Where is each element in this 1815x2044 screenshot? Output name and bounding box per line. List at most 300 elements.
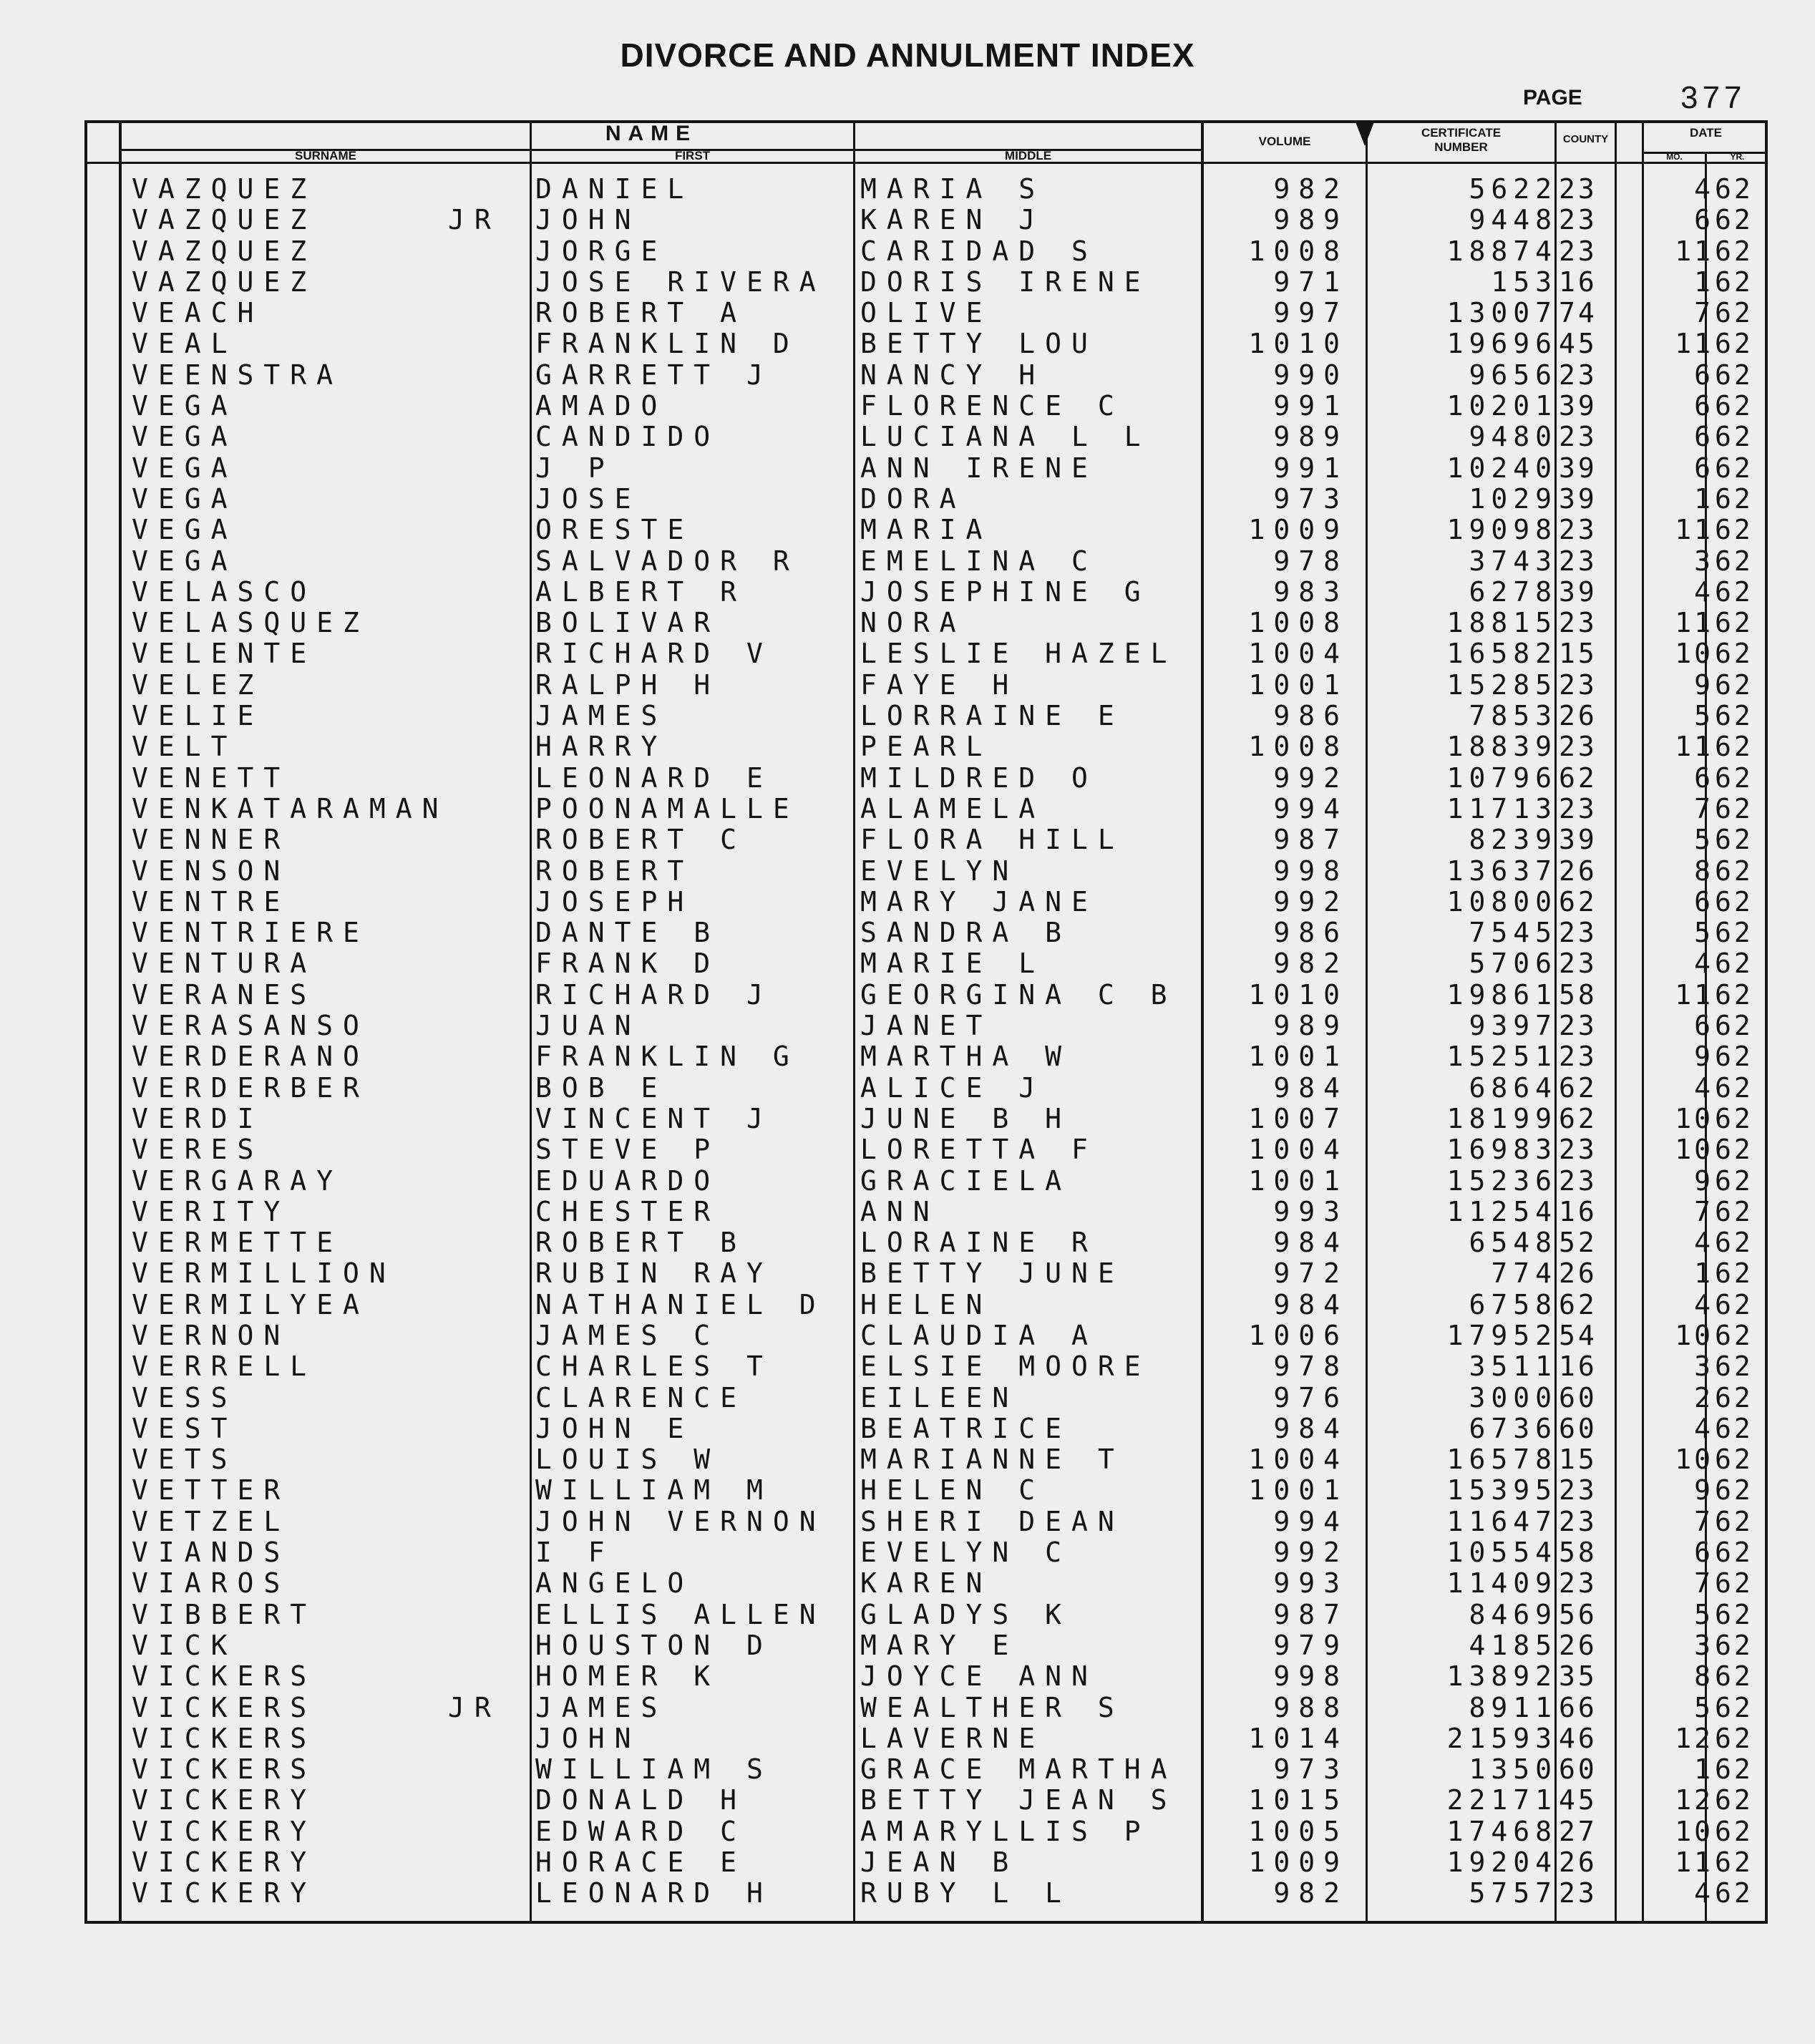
surname-cell: VEGA [132, 482, 238, 515]
date-year-cell: 62 [1715, 266, 1753, 298]
date-year-cell: 62 [1715, 917, 1753, 949]
county-cell: 16 [1559, 1350, 1597, 1383]
table-row [0, 1413, 1815, 1444]
volume-cell: 998 [1273, 1660, 1348, 1693]
date-year-cell: 62 [1715, 1691, 1753, 1723]
first-name-cell: LOUIS W [535, 1444, 721, 1476]
certificate-number-cell: 16582 [1446, 638, 1557, 670]
table-row [0, 328, 1815, 359]
volume-cell: 992 [1273, 761, 1348, 794]
surname-cell: VENNER [132, 824, 291, 856]
volume-cell: 1004 [1248, 638, 1348, 670]
date-month-cell: 4 [1694, 1412, 1713, 1444]
first-name-cell: ROBERT A [535, 297, 747, 329]
date-month-cell: 7 [1694, 792, 1713, 824]
middle-name-cell: FLORENCE C [860, 390, 1124, 422]
county-cell: 39 [1559, 482, 1597, 515]
date-month-cell: 4 [1694, 173, 1713, 205]
middle-name-cell: JOYCE ANN [860, 1660, 1098, 1693]
surname-cell: VEENSTRA [132, 359, 344, 391]
volume-cell: 984 [1273, 1071, 1348, 1104]
table-row [0, 763, 1815, 794]
date-month-cell: 12 [1675, 1784, 1713, 1816]
date-year-cell: 62 [1715, 1164, 1753, 1197]
middle-name-cell: JOSEPHINE G [860, 575, 1151, 608]
date-month-cell: 1 [1694, 482, 1713, 515]
volume-cell: 993 [1273, 1195, 1348, 1227]
date-year-cell: 62 [1715, 482, 1753, 515]
table-row [0, 1227, 1815, 1258]
volume-cell: 1007 [1248, 1102, 1348, 1134]
table-row [0, 267, 1815, 298]
middle-name-cell: MARTHA W [860, 1041, 1072, 1073]
volume-cell: 984 [1273, 1412, 1348, 1444]
table-row [0, 1383, 1815, 1413]
table-row [0, 174, 1815, 205]
header-surname: SURNAME [295, 149, 356, 162]
table-row [0, 1104, 1815, 1134]
surname-cell: VERMETTE [132, 1227, 344, 1259]
page-label: PAGE [1523, 86, 1582, 110]
first-name-cell: STEVE P [535, 1134, 721, 1166]
first-name-cell: CHESTER [535, 1195, 721, 1227]
table-row [0, 1166, 1815, 1197]
volume-cell: 992 [1273, 1537, 1348, 1569]
first-name-cell: RICHARD V [535, 638, 773, 670]
certificate-number-cell: 11409 [1446, 1567, 1557, 1600]
date-year-cell: 62 [1715, 1505, 1753, 1537]
first-name-cell: AMADO [535, 390, 668, 422]
certificate-number-cell: 774 [1491, 1257, 1557, 1290]
middle-name-cell: SHERI DEAN [860, 1505, 1124, 1537]
certificate-number-cell: 6758 [1469, 1288, 1557, 1320]
date-month-cell: 11 [1675, 514, 1713, 546]
middle-name-cell: KAREN J [860, 204, 1046, 236]
surname-cell: VAZQUEZ [132, 173, 317, 205]
certificate-number-cell: 9448 [1469, 204, 1557, 236]
surname-cell: VEGA [132, 514, 238, 546]
certificate-number-cell: 7545 [1469, 917, 1557, 949]
date-year-cell: 62 [1715, 1877, 1753, 1909]
date-month-cell: 5 [1694, 1598, 1713, 1630]
middle-name-cell: MARIA [860, 514, 993, 546]
volume-cell: 1001 [1248, 1041, 1348, 1073]
certificate-number-cell: 10554 [1446, 1537, 1557, 1569]
volume-cell: 1001 [1248, 1474, 1348, 1507]
first-name-cell: LEONARD H [535, 1877, 773, 1909]
volume-cell: 1006 [1248, 1319, 1348, 1351]
certificate-number-cell: 18874 [1446, 235, 1557, 267]
volume-cell: 989 [1273, 421, 1348, 453]
volume-cell: 973 [1273, 482, 1348, 515]
date-year-cell: 62 [1715, 1257, 1753, 1290]
date-year-cell: 62 [1715, 235, 1753, 267]
date-month-cell: 6 [1694, 1010, 1713, 1042]
certificate-number-cell: 7853 [1469, 700, 1557, 732]
surname-cell: VICKERY [132, 1877, 317, 1909]
date-year-cell: 62 [1715, 948, 1753, 980]
table-row [0, 1351, 1815, 1382]
certificate-number-cell: 15251 [1446, 1041, 1557, 1073]
surname-cell: VEST [132, 1412, 238, 1444]
first-name-cell: JOSE [535, 482, 641, 515]
date-year-cell: 62 [1715, 761, 1753, 794]
middle-name-cell: MARY E [860, 1629, 1019, 1661]
first-name-cell: FRANK D [535, 948, 721, 980]
date-year-cell: 62 [1715, 1288, 1753, 1320]
middle-name-cell: MARY JANE [860, 885, 1098, 918]
volume-cell: 991 [1273, 390, 1348, 422]
header-date: DATE [1689, 126, 1722, 140]
volume-cell: 973 [1273, 1753, 1348, 1786]
county-cell: 23 [1559, 1134, 1597, 1166]
date-month-cell: 2 [1694, 1381, 1713, 1413]
county-cell: 39 [1559, 575, 1597, 608]
date-month-cell: 7 [1694, 1505, 1713, 1537]
middle-name-cell: GRACE MARTHA [860, 1753, 1177, 1786]
volume-cell: 997 [1273, 297, 1348, 329]
middle-name-cell: CLAUDIA A [860, 1319, 1098, 1351]
county-cell: 39 [1559, 824, 1597, 856]
date-year-cell: 62 [1715, 575, 1753, 608]
surname-cell: VETS [132, 1444, 238, 1476]
date-month-cell: 11 [1675, 1846, 1713, 1879]
date-month-cell: 8 [1694, 1660, 1713, 1693]
date-month-cell: 11 [1675, 235, 1713, 267]
middle-name-cell: JUNE B H [860, 1102, 1072, 1134]
table-row [0, 453, 1815, 484]
county-cell: 26 [1559, 1257, 1597, 1290]
first-name-cell: LEONARD E [535, 761, 773, 794]
middle-name-cell: EILEEN [860, 1381, 1019, 1413]
date-year-cell: 62 [1715, 173, 1753, 205]
surname-cell: VAZQUEZ [132, 204, 317, 236]
middle-name-cell: ALICE J [860, 1071, 1046, 1104]
volume-cell: 1004 [1248, 1134, 1348, 1166]
county-cell: 23 [1559, 173, 1597, 205]
county-cell: 15 [1559, 1444, 1597, 1476]
first-name-cell: HORACE E [535, 1846, 747, 1879]
middle-name-cell: GRACIELA [860, 1164, 1072, 1197]
middle-name-cell: ANN IRENE [860, 452, 1098, 484]
first-name-cell: RALPH H [535, 668, 721, 701]
date-month-cell: 4 [1694, 1877, 1713, 1909]
header-middle: MIDDLE [1004, 149, 1052, 162]
table-row [0, 1290, 1815, 1320]
certificate-number-cell: 6278 [1469, 575, 1557, 608]
volume-cell: 1009 [1248, 1846, 1348, 1879]
certificate-number-cell: 5706 [1469, 948, 1557, 980]
middle-name-cell: BETTY LOU [860, 328, 1098, 360]
certificate-number-cell: 6864 [1469, 1071, 1557, 1104]
volume-cell: 987 [1273, 824, 1348, 856]
header-year: YR. [1730, 152, 1745, 162]
middle-name-cell: CARIDAD S [860, 235, 1098, 267]
county-cell: 23 [1559, 917, 1597, 949]
date-year-cell: 62 [1715, 1660, 1753, 1693]
certificate-number-cell: 10796 [1446, 761, 1557, 794]
date-month-cell: 1 [1694, 1257, 1713, 1290]
date-month-cell: 6 [1694, 204, 1713, 236]
county-cell: 23 [1559, 792, 1597, 824]
certificate-number-cell: 19861 [1446, 978, 1557, 1011]
first-name-cell: ROBERT B [535, 1227, 747, 1259]
surname-cell: VELASQUEZ [132, 607, 369, 639]
middle-name-cell: DORIS IRENE [860, 266, 1151, 298]
county-cell: 23 [1559, 607, 1597, 639]
surname-cell: VETZEL [132, 1505, 291, 1537]
date-year-cell: 62 [1715, 545, 1753, 577]
county-cell: 26 [1559, 1629, 1597, 1661]
certificate-number-cell: 8911 [1469, 1691, 1557, 1723]
date-year-cell: 62 [1715, 1134, 1753, 1166]
surname-cell: VERASANSO [132, 1010, 369, 1042]
county-cell: 60 [1559, 1381, 1597, 1413]
table-row [0, 856, 1815, 887]
date-month-cell: 11 [1675, 978, 1713, 1011]
surname-cell: VELEZ [132, 668, 264, 701]
volume-cell: 1009 [1248, 514, 1348, 546]
county-cell: 60 [1559, 1753, 1597, 1786]
date-year-cell: 62 [1715, 328, 1753, 360]
table-row [0, 1134, 1815, 1165]
middle-name-cell: KAREN [860, 1567, 993, 1600]
middle-name-cell: GLADYS K [860, 1598, 1072, 1630]
surname-cell: VERNON [132, 1319, 291, 1351]
volume-cell: 982 [1273, 173, 1348, 205]
date-month-cell: 5 [1694, 700, 1713, 732]
certificate-number-cell: 3743 [1469, 545, 1557, 577]
volume-cell: 978 [1273, 1350, 1348, 1383]
table-row [0, 731, 1815, 762]
certificate-number-cell: 16983 [1446, 1134, 1557, 1166]
middle-name-cell: OLIVE [860, 297, 993, 329]
first-name-cell: JAMES [535, 700, 668, 732]
table-row [0, 1320, 1815, 1351]
date-month-cell: 7 [1694, 297, 1713, 329]
date-month-cell: 11 [1675, 607, 1713, 639]
volume-cell: 982 [1273, 948, 1348, 980]
date-month-cell: 10 [1675, 1444, 1713, 1476]
date-year-cell: 62 [1715, 359, 1753, 391]
table-row [0, 1197, 1815, 1227]
certificate-number-cell: 6736 [1469, 1412, 1557, 1444]
date-year-cell: 62 [1715, 1753, 1753, 1786]
date-year-cell: 62 [1715, 1227, 1753, 1259]
county-cell: 23 [1559, 668, 1597, 701]
date-month-cell: 7 [1694, 1195, 1713, 1227]
first-name-cell: DANTE B [535, 917, 721, 949]
first-name-cell: VINCENT J [535, 1102, 773, 1134]
document-title: DIVORCE AND ANNULMENT INDEX [620, 36, 1195, 74]
county-cell: 23 [1559, 1164, 1597, 1197]
county-cell: 23 [1559, 545, 1597, 577]
surname-cell: VICKERS [132, 1753, 317, 1786]
certificate-number-cell: 13637 [1446, 855, 1557, 887]
date-year-cell: 62 [1715, 1567, 1753, 1600]
first-name-cell: JAMES C [535, 1319, 721, 1351]
page-number: 377 [1680, 80, 1746, 115]
header-first: FIRST [674, 149, 711, 162]
table-row [0, 422, 1815, 452]
volume-cell: 989 [1273, 1010, 1348, 1042]
surname-cell: VELENTE [132, 638, 317, 670]
date-month-cell: 11 [1675, 731, 1713, 763]
county-cell: 62 [1559, 1288, 1597, 1320]
volume-cell: 986 [1273, 700, 1348, 732]
date-month-cell: 1 [1694, 266, 1713, 298]
date-year-cell: 62 [1715, 452, 1753, 484]
middle-name-cell: LORETTA F [860, 1134, 1098, 1166]
first-name-cell: CHARLES T [535, 1350, 773, 1383]
date-month-cell: 5 [1694, 917, 1713, 949]
header-certificate-line2: NUMBER [1434, 140, 1488, 154]
volume-cell: 991 [1273, 452, 1348, 484]
county-cell: 26 [1559, 700, 1597, 732]
middle-name-cell: PEARL [860, 731, 993, 763]
date-month-cell: 3 [1694, 1629, 1713, 1661]
table-row [0, 1723, 1815, 1754]
volume-cell: 1001 [1248, 668, 1348, 701]
certificate-number-cell: 153 [1491, 266, 1557, 298]
surname-cell: VICKERY [132, 1846, 317, 1879]
middle-name-cell: BEATRICE [860, 1412, 1072, 1444]
certificate-number-cell: 19204 [1446, 1846, 1557, 1879]
certificate-number-cell: 19098 [1446, 514, 1557, 546]
date-year-cell: 62 [1715, 1629, 1753, 1661]
date-month-cell: 6 [1694, 390, 1713, 422]
certificate-number-cell: 3511 [1469, 1350, 1557, 1383]
date-year-cell: 62 [1715, 421, 1753, 453]
county-cell: 23 [1559, 1505, 1597, 1537]
volume-cell: 990 [1273, 359, 1348, 391]
county-cell: 23 [1559, 359, 1597, 391]
surname-cell: VELIE [132, 700, 264, 732]
first-name-cell: J P [535, 452, 615, 484]
middle-name-cell: LORAINE R [860, 1227, 1098, 1259]
county-cell: 58 [1559, 978, 1597, 1011]
first-name-cell: GARRETT J [535, 359, 773, 391]
date-month-cell: 10 [1675, 1134, 1713, 1166]
suffix-cell: JR [448, 204, 501, 236]
date-month-cell: 10 [1675, 1815, 1713, 1847]
county-cell: 39 [1559, 452, 1597, 484]
surname-cell: VERITY [132, 1195, 291, 1227]
date-year-cell: 62 [1715, 1537, 1753, 1569]
surname-cell: VESS [132, 1381, 238, 1413]
volume-cell: 972 [1273, 1257, 1348, 1290]
surname-cell: VETTER [132, 1474, 291, 1507]
certificate-number-cell: 22171 [1446, 1784, 1557, 1816]
surname-cell: VENTRE [132, 885, 291, 918]
volume-cell: 994 [1273, 1505, 1348, 1537]
volume-cell: 989 [1273, 204, 1348, 236]
date-month-cell: 6 [1694, 421, 1713, 453]
first-name-cell: JOHN [535, 1722, 641, 1754]
first-name-cell: FRANKLIN G [535, 1041, 799, 1073]
county-cell: 46 [1559, 1722, 1597, 1754]
certificate-number-cell: 5622 [1469, 173, 1557, 205]
middle-name-cell: JEAN B [860, 1846, 1019, 1879]
county-cell: 74 [1559, 297, 1597, 329]
surname-cell: VIAROS [132, 1567, 291, 1600]
certificate-number-cell: 11713 [1446, 792, 1557, 824]
date-month-cell: 9 [1694, 1164, 1713, 1197]
middle-name-cell: ANN [860, 1195, 940, 1227]
first-name-cell: JAMES [535, 1691, 668, 1723]
certificate-number-cell: 15285 [1446, 668, 1557, 701]
table-row [0, 546, 1815, 577]
surname-cell: VERDI [132, 1102, 264, 1134]
middle-name-cell: SANDRA B [860, 917, 1072, 949]
county-cell: 27 [1559, 1815, 1597, 1847]
county-cell: 23 [1559, 204, 1597, 236]
date-month-cell: 12 [1675, 1722, 1713, 1754]
certificate-number-cell: 3000 [1469, 1381, 1557, 1413]
county-cell: 52 [1559, 1227, 1597, 1259]
date-month-cell: 11 [1675, 328, 1713, 360]
date-year-cell: 62 [1715, 1444, 1753, 1476]
first-name-cell: ALBERT R [535, 575, 747, 608]
volume-cell: 993 [1273, 1567, 1348, 1600]
date-year-cell: 62 [1715, 1041, 1753, 1073]
first-name-cell: BOB E [535, 1071, 668, 1104]
header-certificate [1368, 126, 1554, 155]
table-row [0, 1475, 1815, 1506]
middle-name-cell: FLORA HILL [860, 824, 1124, 856]
first-name-cell: I F [535, 1537, 615, 1569]
middle-name-cell: LUCIANA L L [860, 421, 1151, 453]
certificate-number-cell: 9397 [1469, 1010, 1557, 1042]
middle-name-cell: EMELINA C [860, 545, 1098, 577]
certificate-number-cell: 21593 [1446, 1722, 1557, 1754]
table-row [0, 1041, 1815, 1072]
surname-cell: VICKERS [132, 1691, 317, 1723]
date-year-cell: 62 [1715, 638, 1753, 670]
table-row [0, 980, 1815, 1011]
surname-cell: VERANES [132, 978, 317, 1011]
table-row [0, 484, 1815, 515]
table-row [0, 701, 1815, 731]
table-row [0, 1011, 1815, 1041]
first-name-cell: WILLIAM M [535, 1474, 773, 1507]
first-name-cell: ELLIS ALLEN [535, 1598, 826, 1630]
table-row [0, 918, 1815, 948]
first-name-cell: NATHANIEL D [535, 1288, 826, 1320]
county-cell: 26 [1559, 1846, 1597, 1879]
first-name-cell: DANIEL [535, 173, 694, 205]
first-name-cell: HARRY [535, 731, 668, 763]
county-cell: 23 [1559, 948, 1597, 980]
date-year-cell: 62 [1715, 1102, 1753, 1134]
table-row [0, 1507, 1815, 1537]
header-month: MO. [1666, 152, 1683, 162]
surname-cell: VENSON [132, 855, 291, 887]
county-cell: 62 [1559, 761, 1597, 794]
date-month-cell: 4 [1694, 1288, 1713, 1320]
first-name-cell: POONAMALLE [535, 792, 799, 824]
volume-cell: 976 [1273, 1381, 1348, 1413]
date-year-cell: 62 [1715, 390, 1753, 422]
date-month-cell: 10 [1675, 1319, 1713, 1351]
table-row [0, 1568, 1815, 1599]
date-month-cell: 9 [1694, 668, 1713, 701]
middle-name-cell: MARIA S [860, 173, 1046, 205]
table-row [0, 887, 1815, 918]
middle-name-cell: MARIE L [860, 948, 1046, 980]
volume-cell: 984 [1273, 1288, 1348, 1320]
middle-name-cell: NANCY H [860, 359, 1046, 391]
